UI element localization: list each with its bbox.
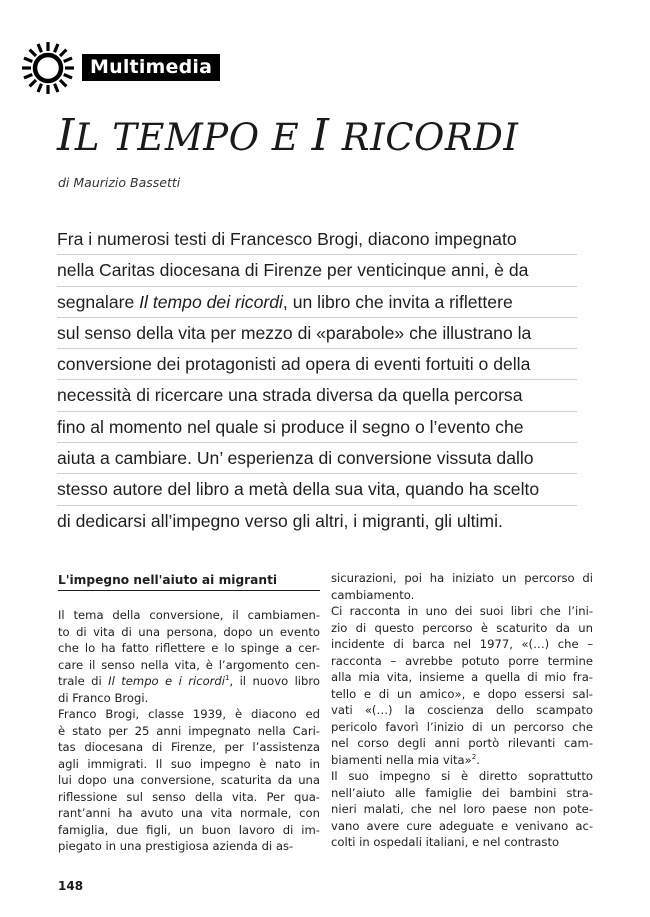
right-column-body — [331, 570, 593, 851]
left-column — [58, 570, 320, 855]
text-line: lui dopo una conversione, scaturita da una — [58, 773, 320, 787]
article-author: di Maurizio Bassetti — [58, 175, 181, 190]
text-line: famiglia, due figli, un buon lavoro di im- — [58, 822, 320, 837]
lead-line: di dedicarsi all’impegno verso gli altri, i migranti, gli ultimi. — [57, 510, 503, 531]
lead-line: necessità di ricercare una strada diversa da quella percorsa — [57, 380, 577, 411]
lead-line: aiuta a cambiare. Un’ esperienza di conversione vissuta dallo — [57, 443, 577, 474]
text-line: incidente di barca nel 1977, «(…) che – — [331, 637, 593, 651]
text-line: nieri malati, che nel loro paese non pote- — [331, 802, 593, 816]
lead-line: segnalare Il tempo dei ricordi, un libro che invita a riflettere — [57, 287, 577, 318]
text-line: care il senso nella vita, è l’argomento cen- — [58, 657, 320, 672]
page-number: 148 — [58, 879, 84, 893]
text-line: piegato in una prestigiosa azienda di as- — [58, 839, 294, 853]
text-line: pericolo favorì l’inizio di un percorso che — [331, 719, 593, 734]
text-line: vati «(…) la coscienza dello scampato — [331, 703, 593, 717]
text-line: vano avere cure adeguate e venivano ac- — [331, 818, 593, 833]
text-line: rant’anni ha avuto una vita normale, con — [58, 806, 320, 820]
text-line: Ci racconta in uno dei suoi libri che l’ini- — [331, 604, 593, 618]
right-column — [331, 570, 593, 851]
text-line: di Franco Brogi. — [58, 690, 149, 705]
text-line: racconta – avrebbe potuto porre termine — [331, 653, 593, 668]
text-line: Franco Brogi, classe 1939, è diacono ed — [58, 707, 320, 721]
text-line: nell’aiuto alle famiglie dei bambini stra- — [331, 785, 593, 800]
text-line: cambiamento. — [331, 587, 415, 602]
text-line: è stato per 25 anni impegnato nella Cari- — [58, 723, 320, 738]
lead-paragraph — [57, 224, 577, 537]
text-line: riflessione sul senso della vita. Per qua- — [58, 789, 320, 804]
text-line: Il tema della conversione, il cambiamen- — [58, 608, 320, 622]
lead-line: conversione dei protagonisti ad opera di eventi fortuiti o della — [57, 349, 577, 380]
text-line: sicurazioni, poi ha iniziato un percorso di — [331, 571, 593, 585]
article-title: IL TEMPO E I RICORDI — [57, 110, 519, 161]
text-line: biamenti nella mia vita»$^2$. — [331, 752, 480, 767]
lead-line: stesso autore del libro a metà della sua vita, quando ha scelto — [57, 474, 577, 505]
lead-line: nella Caritas diocesana di Firenze per venticinque anni, è da — [57, 255, 577, 286]
lead-line: Fra i numerosi testi di Francesco Brogi, diacono impegnato — [57, 224, 577, 255]
left-column-body — [58, 607, 320, 855]
text-line: trale di Il tempo e i ricordi$^1$, il nuovo libro — [58, 674, 320, 688]
text-line: zio di questo percorso è scaturito da un — [331, 620, 593, 635]
sun-icon — [20, 40, 76, 96]
section-label: Multimedia — [82, 54, 220, 81]
lead-line: sul senso della vita per mezzo di «parabole» che illustrano la — [57, 318, 577, 349]
text-line: to di vita di una persona, dopo un evento — [58, 624, 320, 639]
text-line: Il suo impegno si è diretto soprattutto — [331, 769, 593, 783]
lead-line: fino al momento nel quale si produce il segno o l’evento che — [57, 412, 577, 443]
text-line: alla mia vita, insieme a quella di mio fra- — [331, 670, 593, 684]
text-line: che lo ha fatto riflettere e lo spinge a cer- — [58, 641, 320, 655]
subheading: L'impegno nell'aiuto ai migranti — [58, 570, 320, 591]
text-line: colti in ospedali italiani, e nel contrasto — [331, 835, 560, 849]
text-line: tello e di un amico», e dopo essersi sal- — [331, 686, 593, 701]
text-line: nel corso degli anni portò rilevanti cam- — [331, 736, 593, 750]
text-line: agli immigrati. Il suo impegno è nato in — [58, 756, 320, 771]
text-line: tas diocesana di Firenze, per l’assistenza — [58, 740, 320, 754]
